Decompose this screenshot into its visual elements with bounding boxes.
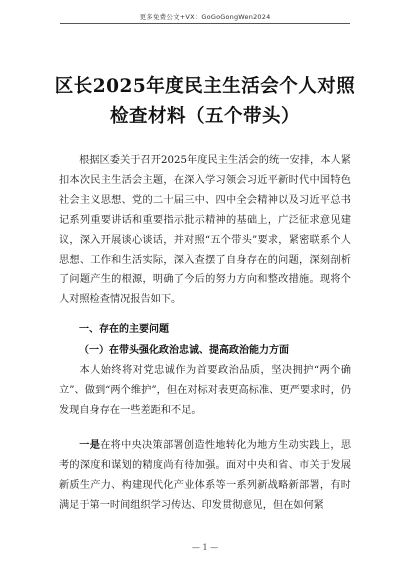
intro-text: 根据区委关于召开2025年度民主生活会的统一安排，本人紧扣本次民主生活会主题，在深入学习领会习近平新时代中国特色社会主义思想、党的二十届三中、四中全会精神以及习近平总书记系列重要讲话和重要指示批示精神的基础上，广泛征求意见建议，深入开展谈心谈话，并对照“五个带头”要求，紧密联系个人思想、工作和生活实际，深入查摆了自身存在的问题，深刻剖析了问题产生的根源，明确了今后的努力方向和整改措施。现将个人对照检查情况报告如下。 xyxy=(59,155,351,306)
paragraph-lead: 一是 xyxy=(79,439,101,451)
document-title: 区长2025年度民主生活会个人对照检查材料（五个带头） xyxy=(54,76,356,127)
section-heading: 一、存在的主要问题 xyxy=(79,324,169,335)
paragraph-text: 在将中央决策部署创造性地转化为地方生动实践上，思考的深度和谋划的精度尚有待加强。面对中央和省、市关于发展新质生产力、构建现代化产业体系等一系列新战略新部署，有时满足于第一时间组织学习传达、印发贯彻意见，但在如何紧 xyxy=(59,440,352,511)
header-note: 更多免费公文+VX：GoGoGongWen2024 xyxy=(139,13,271,21)
body-paragraph xyxy=(59,361,351,421)
page-number: — 1 — xyxy=(191,543,219,552)
paragraph-text: 本人始终将对党忠诚作为首要政治品质，坚决拥护“两个确立”、做到“两个维护”，但在对标对表更高标准、更严要求时，仍发现自身存在一些差距和不足。 xyxy=(59,365,351,416)
body-paragraph xyxy=(59,436,351,516)
subsection-heading: （一）在带头强化政治忠诚、提高政治能力方面 xyxy=(79,345,289,356)
intro-paragraph xyxy=(59,151,351,310)
header-divider xyxy=(60,23,350,24)
